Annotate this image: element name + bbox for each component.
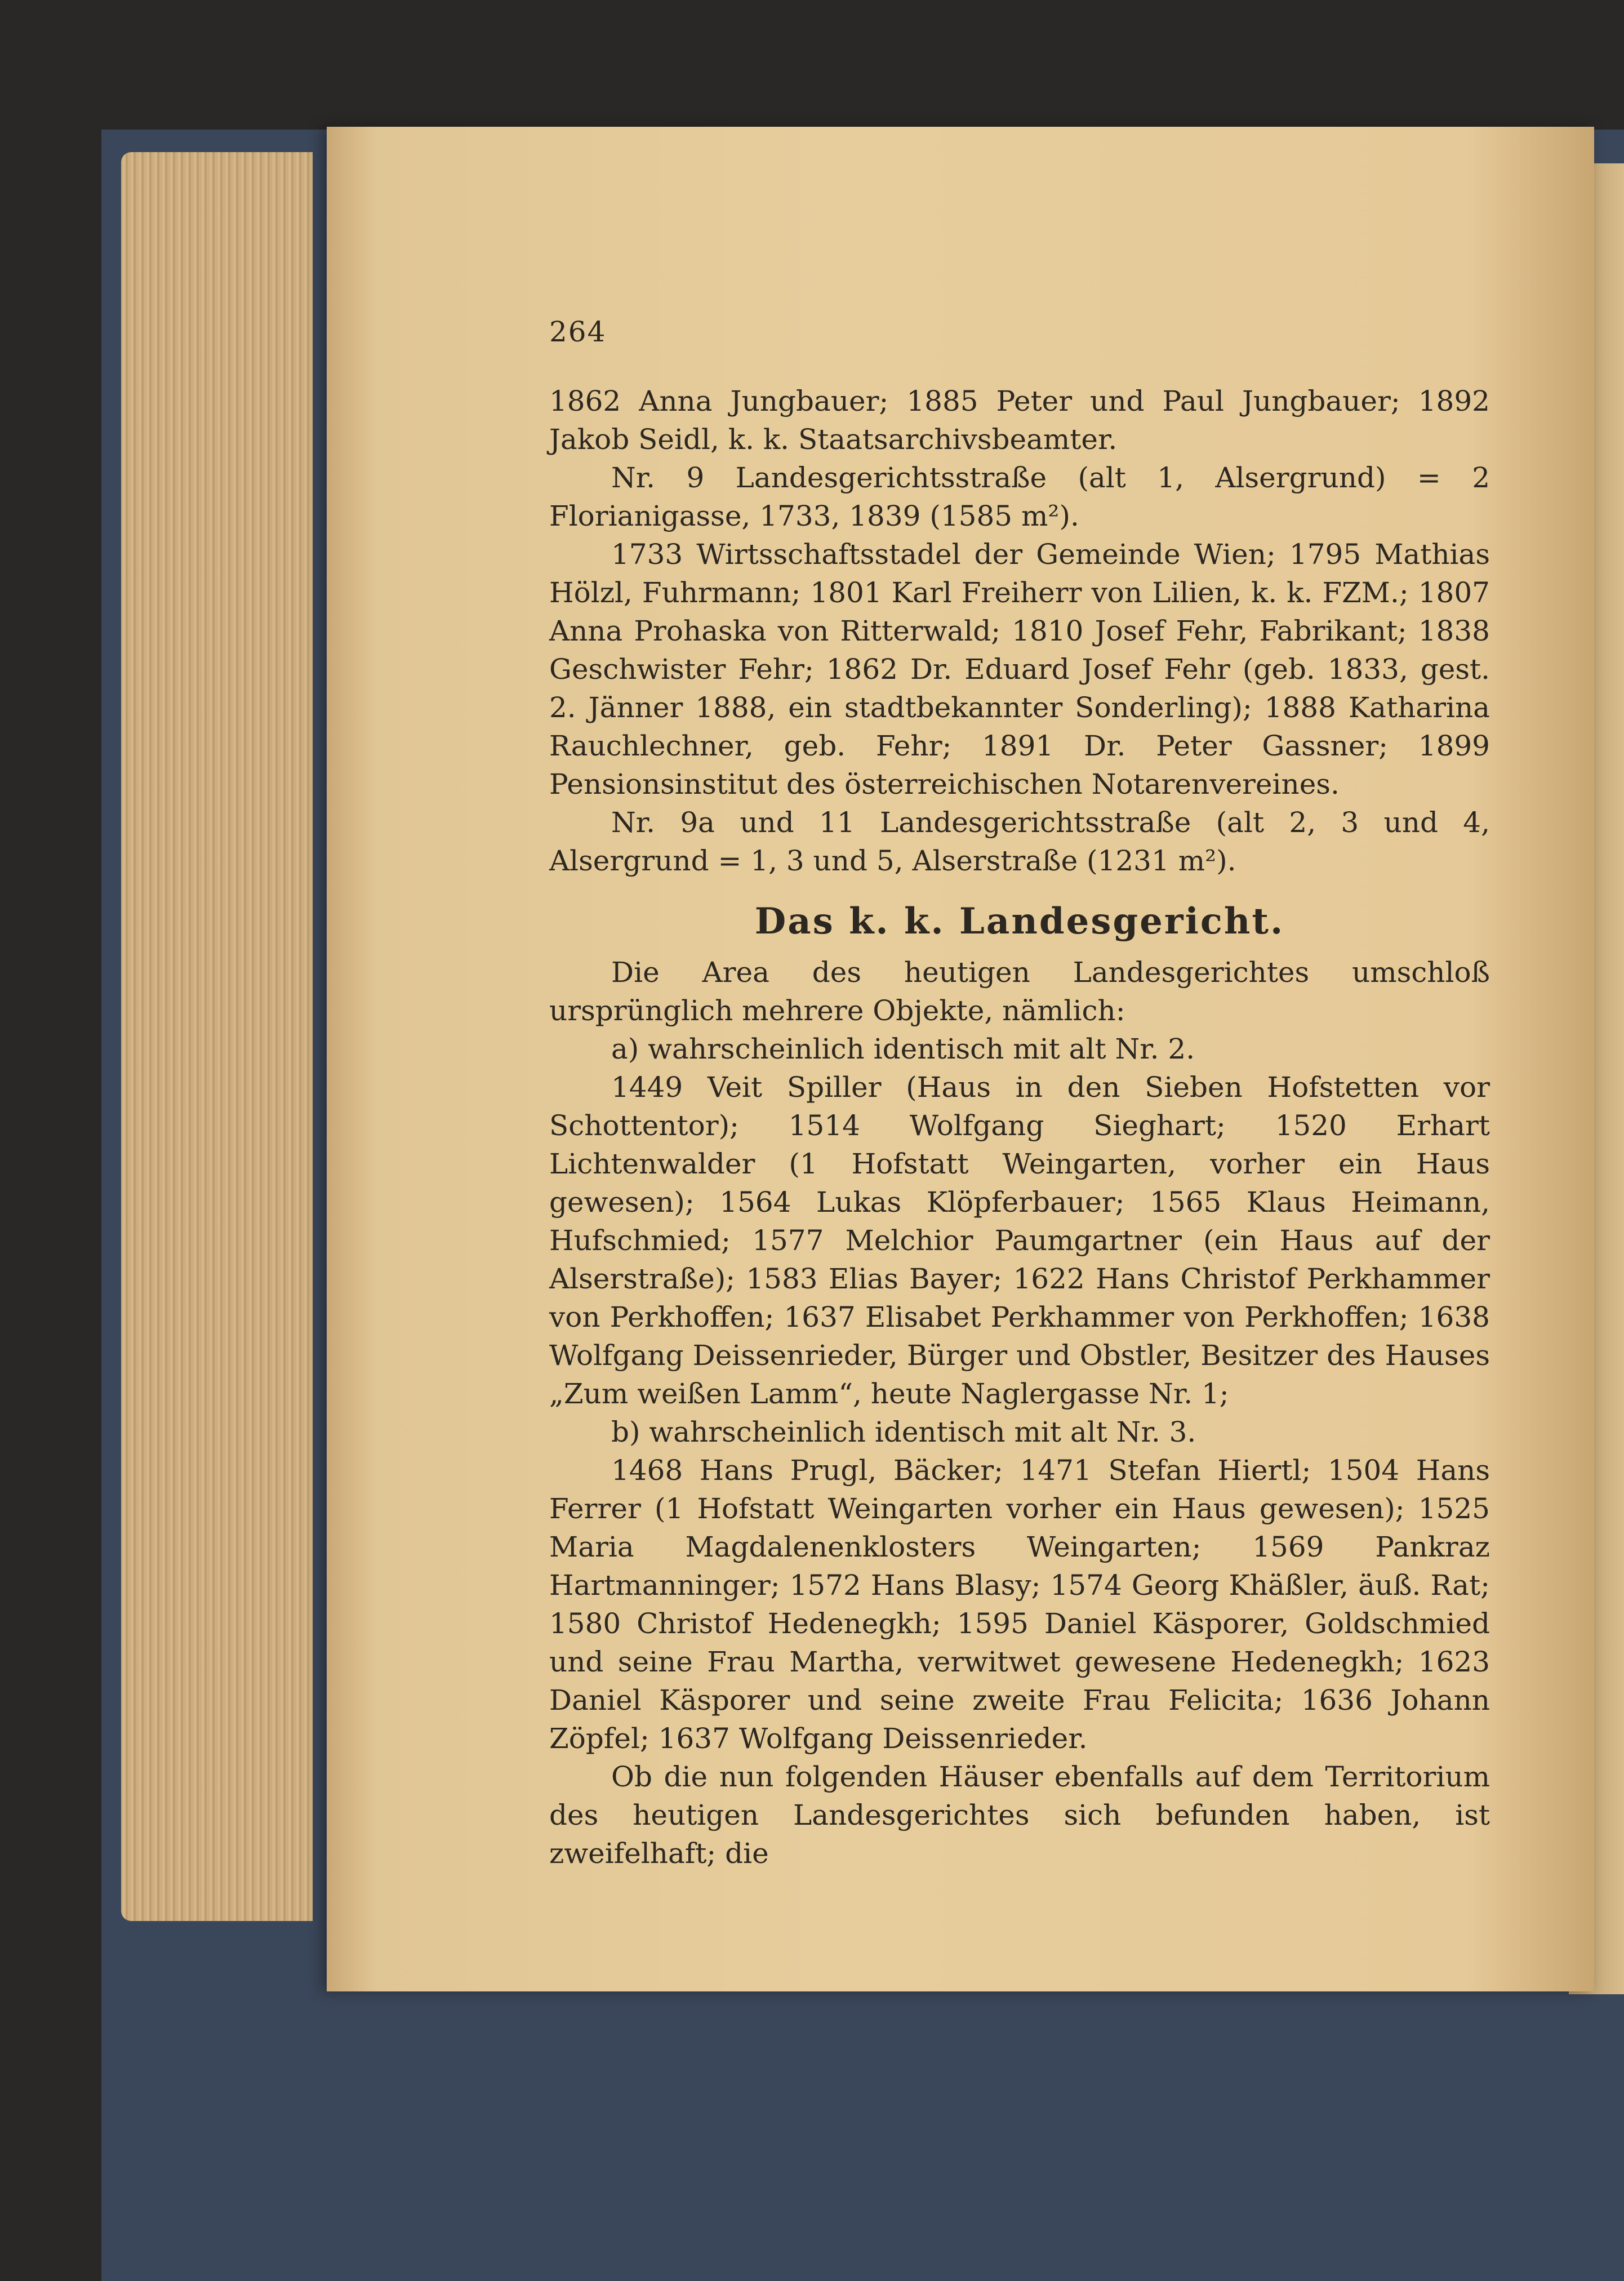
paragraph: 1468 Hans Prugl, Bäcker; 1471 Stefan Hiertl; 1504 Hans Ferrer (1 Hofstatt Weingarten vorher ein Haus gewesen); 1525 Maria Magdalenenklosters Weingarten; 1569 Pankraz Hartmanninger; 1572 Hans Blasy; 1574 Georg Khäßler, äuß. Rat; 1580 Christof Hedenegkh; 1595 Daniel Käsporer, Goldschmied und seine Frau Martha, verwitwet gewesene Hedenegkh; 1623 Daniel Käsporer und seine zweite Frau Felicita; 1636 Johann Zöpfel; 1637 Wolfgang Deissenrieder. — [549, 1454, 1490, 1755]
paragraph: 1733 Wirtsschaftsstadel der Gemeinde Wien; 1795 Mathias Hölzl, Fuhrmann; 1801 Karl Freiherr von Lilien, k. k. FZM.; 1807 Anna Prohaska von Ritterwald; 1810 Josef Fehr, Fabrikant; 1838 Geschwister Fehr; 1862 Dr. Eduard Josef Fehr (geb. 1833, gest. 2. Jänner 1888, ein stadtbekannter Sonderling); 1888 Katharina Rauchlechner, geb. Fehr; 1891 Dr. Peter Gassner; 1899 Pensionsinstitut des österreichischen Notarenvereines. — [549, 538, 1490, 801]
section-heading: Das k. k. Landesgericht. — [754, 900, 1285, 942]
paragraph: 1862 Anna Jungbauer; 1885 Peter und Paul Jungbauer; 1892 Jakob Seidl, k. k. Staatsarchivsbeamter. — [549, 385, 1490, 456]
paragraph: Ob die nun folgenden Häuser ebenfalls auf dem Territorium des heutigen Landesgerichtes sich befunden haben, ist zweifelhaft; die — [549, 1760, 1490, 1870]
page-text-block — [549, 313, 1490, 1873]
paragraph: Nr. 9a und 11 Landesgerichtsstraße (alt 2, 3 und 4, Alsergrund = 1, 3 und 5, Alserstraße (1231 m²). — [549, 806, 1490, 877]
page-stack-edge — [121, 152, 313, 1921]
paragraph: 1449 Veit Spiller (Haus in den Sieben Hofstetten vor Schottentor); 1514 Wolfgang Sieghart; 1520 Erhart Lichtenwalder (1 Hofstatt Weingarten, vorher ein Haus gewesen); 1564 Lukas Klöpferbauer; 1565 Klaus Heimann, Hufschmied; 1577 Melchior Paumgartner (ein Haus auf der Alserstraße); 1583 Elias Bayer; 1622 Hans Christof Perkhammer von Perkhoffen; 1637 Elisabet Perkhammer von Perkhoffen; 1638 Wolfgang Deissenrieder, Bürger und Obstler, Besitzer des Hauses „Zum weißen Lamm“, heute Naglergasse Nr. 1; — [549, 1071, 1490, 1410]
paragraph: b) wahrscheinlich identisch mit alt Nr. 3. — [611, 1416, 1196, 1448]
paragraph: a) wahrscheinlich identisch mit alt Nr. 2. — [611, 1033, 1195, 1065]
paragraph: Nr. 9 Landesgerichtsstraße (alt 1, Alsergrund) = 2 Florianigasse, 1733, 1839 (1585 m²). — [549, 461, 1490, 532]
paragraph: Die Area des heutigen Landesgerichtes umschloß ursprünglich mehrere Objekte, nämlich: — [549, 956, 1490, 1027]
page-number: 264 — [549, 315, 607, 348]
